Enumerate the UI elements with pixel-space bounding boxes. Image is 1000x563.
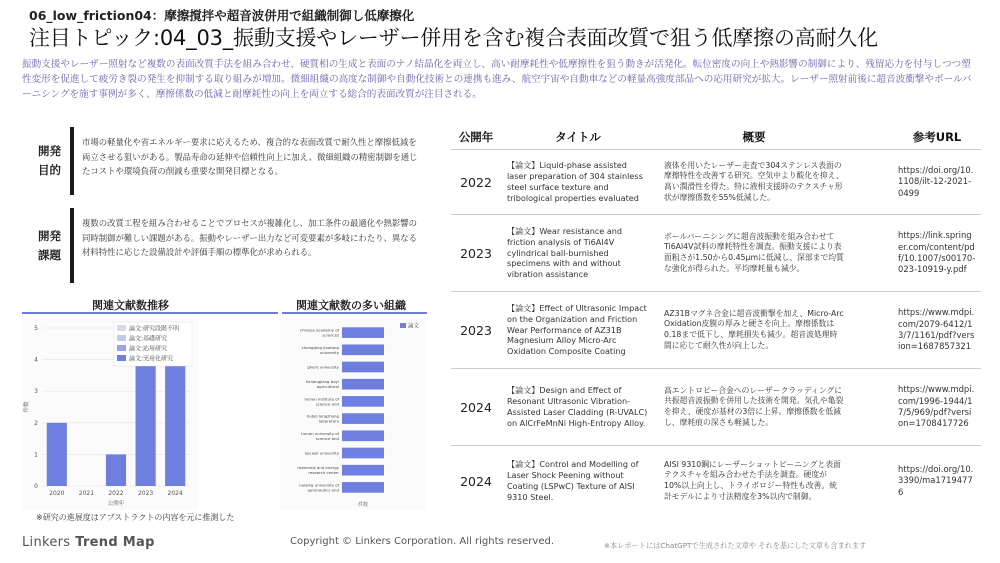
org-label: chinese academy of [299, 327, 339, 333]
org-label: nanjing university of [299, 482, 339, 488]
trend-legend-swatch [117, 355, 126, 361]
trend-legend-label: 論文:基礎研究 [129, 335, 168, 343]
org-bar [342, 430, 384, 441]
org-bar [342, 482, 384, 493]
trend-legend-label: 論文:応用研究 [129, 345, 168, 353]
trend-y-tick: 5 [34, 325, 38, 332]
page-subtitle: 06_low_friction04：摩擦撹拌や超音波併用で組織制御し低摩擦化 [29, 8, 415, 23]
header-title: タイトル [555, 130, 601, 144]
org-bar [342, 327, 384, 338]
header-url: 参考URL [912, 130, 962, 144]
row-url-link[interactable]: https://www.mdpi.com/2079-6412/13/7/1161/pdf?version=1687857321 [898, 307, 975, 352]
trend-chart [22, 318, 198, 510]
org-chart-title: 関連文献数の多い組織 [296, 299, 406, 312]
row-year: 2024 [460, 473, 492, 489]
trend-legend-swatch [117, 345, 126, 351]
trend-x-tick: 2023 [137, 490, 154, 497]
trend-legend-label: 論文:実用化研究 [129, 355, 174, 363]
trend-chart-svg [22, 318, 198, 510]
org-label: science and [315, 435, 339, 441]
development-issue-box [22, 208, 422, 283]
goal-text: 市場の軽量化や省エネルギー要求に応えるため、複合的な表面改質で耐久性と摩擦低減を両立させる狙いがある。製品寿命の延伸や信頼性向上に加え、微細組織の精密制御を通じたコストや環境負荷の削減も重要な開発目標となる。 [82, 137, 418, 176]
row-title: 【論文】Control and Modelling of Laser Shock Peening without Coating (LSPwC) Texture of AISI 9310 Steel. [507, 459, 639, 502]
linkers-logo: Linkers Trend Map [22, 535, 155, 550]
org-label: aeronautics and [307, 487, 339, 493]
org-chart-underline [282, 312, 427, 314]
trend-x-tick: 2020 [49, 490, 65, 497]
table-row [451, 292, 981, 369]
row-title: 【論文】Wear resistance and friction analysis of Ti6Al4V cylindrical ball-burnished specimens with and without vibration assistance [507, 226, 623, 280]
row-url-link[interactable]: https://www.mdpi.com/1996-1944/17/5/969/pdf?version=1708417726 [898, 384, 975, 429]
development-goal-box [22, 127, 422, 195]
org-label: sciences [322, 332, 339, 338]
org-bar [342, 465, 384, 476]
table-row [451, 215, 981, 292]
row-url-link[interactable]: https://link.springer.com/content/pdf/10.1007/s00170-023-10919-y.pdf [898, 230, 976, 275]
table-row [451, 369, 981, 446]
org-label: research center [308, 470, 339, 476]
row-desc: AZ31Bマグネ合金に超音波衝撃を加え、Micro-Arc Oxidation皮膜の厚みと硬さを向上。摩擦係数は0.18まで低下し、摩耗損失も減少。超音波処理時間に応じて耐久性が向上した。 [664, 308, 844, 350]
trend-legend-swatch [117, 335, 126, 341]
org-chart [280, 318, 426, 510]
org-label: henan institute of [304, 396, 339, 402]
trend-y-tick: 3 [34, 388, 38, 396]
trend-y-tick: 4 [34, 356, 38, 364]
org-label: kocaeli university [304, 450, 339, 456]
table-row [451, 446, 981, 516]
trend-x-tick: 2022 [108, 490, 124, 497]
row-year: 2024 [460, 399, 492, 415]
org-label: science and [315, 401, 339, 407]
page-title: 注目トピック:04_03_振動支援やレーザー併用を含む複合表面改質で狙う低摩擦の高耐久化 [29, 26, 878, 50]
issue-text: 複数の改質工程を組み合わせることでプロセスが複雑化し、加工条件の最適化や熱影響の同時制御が難しい課題がある。振動やレーザー出力など可変要素が多岐にわたり、異なる材料特性に応じた設備設計や評価手順の標準化が求められる。 [82, 218, 417, 257]
org-bar [342, 448, 384, 459]
row-desc: 高エントロピー合金へのレーザークラッディングに共振超音波振動を併用した技術を開発。気孔や亀裂を抑え、硬度が基材の3倍に上昇。摩擦係数を低減し、摩耗痕の深さも軽減した。 [664, 385, 844, 427]
trend-x-label: 公開年 [107, 501, 125, 507]
header-year: 公開年 [458, 130, 494, 144]
org-bar [342, 362, 384, 373]
org-legend-label: 論文 [408, 323, 420, 330]
row-year: 2023 [460, 322, 492, 338]
topic-summary: 振動支援やレーザー照射など複数の表面改質手法を組み合わせ、硬質相の生成と表面のナノ結晶化を両立し、高い耐摩耗性や低摩擦性を狙う動きが活発化。転位密度の向上や熱影響の制御により、残留応力を付与しつつ塑性変形を促進して疲労き裂の発生を抑制する取り組みが増加。微細組織の高度な制御や自動化技術との連携も進み、航空宇宙や自動車などの軽量高強度部品への応用研究が拡大。レーザー照射前後に超音波衝撃やボールバーニシングを施す事例が多く、摩擦係数の低減と耐摩耗性の向上を両立する総合的表面改質が注目される。 [22, 59, 972, 100]
org-bar [342, 413, 384, 424]
org-label: hubei longzhong [306, 413, 339, 419]
trend-legend-swatch [117, 325, 126, 331]
org-legend-swatch [400, 323, 406, 328]
trend-bar [106, 454, 126, 486]
trend-chart-title: 関連文献数推移 [92, 299, 169, 312]
trend-y-tick: 1 [34, 451, 38, 459]
org-label: hunan university of [301, 430, 339, 436]
row-year: 2023 [460, 245, 492, 261]
row-desc: 液体を用いたレーザー走査で304ステンレス表面の摩擦特性を改善する研究。空気中より酸化を抑え、高い潤滑性を得た。特に液相支援時のテクスチャ形状が摩擦係数を55%低減した。 [664, 160, 844, 202]
goal-label: 開発 目的 [38, 144, 61, 177]
org-bar [342, 396, 384, 407]
disclaimer: ※本レポートにはChatGPTで生成された文章や それを基にした文章も含まれます [604, 541, 867, 550]
org-label: agricultural [316, 384, 339, 390]
org-label: materials and energy [297, 465, 339, 471]
row-desc: ボールバーニシングに超音波振動を組み合わせてTi6Al4V試料の摩耗特性を調査。振動支援により表面粗さが1.50から0.45μmに低減し、深部まで均質な強化が得られた。平均摩耗量も減少。 [664, 231, 844, 273]
trend-y-tick: 0 [34, 483, 38, 490]
org-x-label: 件数 [357, 502, 369, 508]
row-url-link[interactable]: https://doi.org/10.3390/ma17194776 [898, 463, 974, 497]
trend-bar [47, 423, 67, 486]
org-label: chongqing jiaotong [301, 344, 339, 350]
trend-legend-label: 論文:研究段階不明 [129, 325, 180, 333]
row-title: 【論文】Design and Effect of Resonant Ultrasonic Vibration-Assisted Laser Cladding (R-UVALC) on AlCrFeMnNi High-Entropy Alloy. [507, 385, 648, 428]
org-bar [342, 344, 384, 355]
row-year: 2022 [460, 174, 492, 190]
row-desc: AISI 9310鋼にレーザーショットピーニングと表面テクスチャを組み合わせた手法を調査。硬度が10%以上向上し、トライボロジー特性も改善。統計モデルにより寸法精度を3%以内で制御。 [664, 459, 841, 501]
issue-divider [70, 208, 74, 283]
trend-y-tick: 2 [34, 419, 38, 427]
trend-y-label: 件数 [24, 401, 30, 413]
row-title: 【論文】Liquid-phase assisted laser preparation of 304 stainless steel surface texture and tribological properties evaluated [507, 160, 643, 203]
copyright: Copyright © Linkers Corporation. All rights reserved. [290, 536, 554, 547]
trend-x-tick: 2024 [167, 490, 183, 497]
chart-note: ※研究の進展度はアブストラクトの内容を元に推測した [36, 513, 235, 522]
trend-chart-underline [22, 312, 278, 314]
org-label: ghent university [307, 364, 339, 370]
row-title: 【論文】Effect of Ultrasonic Impact on the Organization and Friction Wear Performance of AZ31B Magnesium Alloy Micro-Arc Oxidation Composite Coating [507, 303, 647, 357]
org-label: laboratory [318, 418, 339, 424]
issue-label: 開発 課題 [38, 228, 61, 262]
table-row [451, 150, 981, 215]
org-label: university [319, 349, 339, 355]
org-chart-svg [280, 318, 426, 510]
org-bar [342, 379, 384, 390]
header-desc: 概要 [742, 130, 766, 144]
trend-x-tick: 2021 [78, 490, 95, 497]
goal-divider [70, 127, 74, 195]
row-url-link[interactable]: https://doi.org/10.1108/ilt-12-2021-0499 [898, 164, 974, 198]
org-label: heilongjiang bayi [305, 379, 339, 385]
